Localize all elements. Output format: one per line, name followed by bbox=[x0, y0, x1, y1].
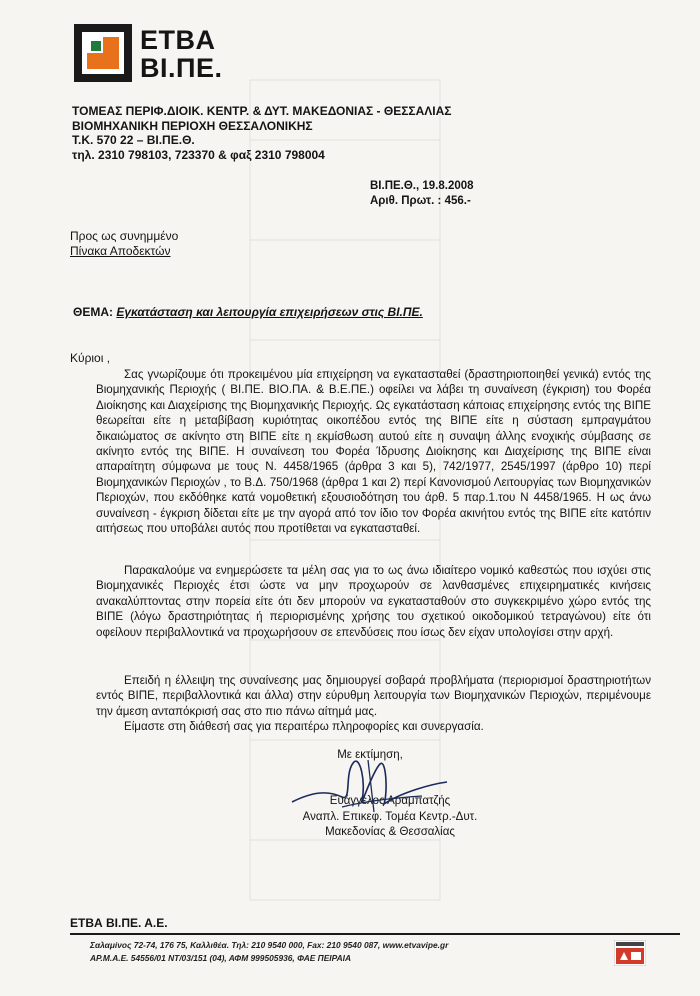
closing-phrase: Με εκτίμηση, bbox=[337, 749, 403, 761]
footer-address-line-1: Σαλαμίνος 72-74, 176 75, Καλλιθέα. Τηλ: 210 9540 000, Fax: 210 9540 087, www.etvavipe.gr bbox=[90, 940, 449, 950]
salutation: Κύριοι , bbox=[70, 351, 111, 365]
reference-block bbox=[370, 179, 474, 209]
recipient-block bbox=[70, 229, 178, 259]
letterhead-area: ΒΙΟΜΗΧΑΝΙΚΗ ΠΕΡΙΟΧΗ ΘΕΣΣΑΛΟΝΙΚΗΣ bbox=[72, 118, 313, 133]
certification-badge-icon bbox=[614, 940, 646, 966]
body-paragraph-3a: Επειδή η έλλειψη της συναίνεσης μας δημιουργεί σοβαρά προβλήματα (περιορισμοί δραστηριοτήτων εντός ΒΙΠΕ, περιβαλλοντικά και άλλα) στην εύρυθμη λειτουργία των Βιομηχανικών Περιοχών, περιμένουμε την άμεση ανταπόκρισή σας στο πιο πάνω αίτημά μας. bbox=[96, 674, 651, 718]
recipient-line-2: Πίνακα Αποδεκτών bbox=[70, 244, 171, 258]
subject-label: ΘΕΜΑ: bbox=[73, 305, 113, 319]
protocol-number: Αριθ. Πρωτ. : 456.- bbox=[370, 195, 471, 207]
body-paragraph-3b: Είμαστε στη διάθεσή σας για περαιτέρω πληροφορίες και συνεργασία. bbox=[124, 720, 484, 734]
signatory-title-2: Μακεδονίας & Θεσσαλίας bbox=[325, 825, 455, 838]
logo-line-1: ΕΤΒΑ bbox=[140, 25, 216, 55]
body-paragraph-3 bbox=[96, 673, 651, 735]
logo-wordmark bbox=[140, 26, 223, 82]
signatory-name: Ευάγγελος Αραμπατζής bbox=[329, 795, 451, 808]
footer-divider bbox=[70, 933, 680, 935]
etva-vipe-logo-icon bbox=[74, 24, 132, 82]
recipient-line-1: Προς ως συνημμένο bbox=[70, 229, 179, 243]
signatory-title-1: Αναπλ. Επικεφ. Τομέα Κεντρ.-Δυτ. bbox=[302, 810, 478, 823]
footer-address-line-2: ΑΡ.Μ.Α.Ε. 54556/01 ΝΤ/03/151 (04), ΑΦΜ 999505936, ΦΑΕ ΠΕΙΡΑΙΑ bbox=[90, 953, 351, 963]
letterhead bbox=[72, 104, 452, 162]
body-paragraph-1: Σας γνωρίζουμε ότι προκειμένου μία επιχείρηση να εγκατασταθεί (δραστηριοποιηθεί γενικά) εντός της Βιομηχανικής Περιοχής ( ΒΙ.ΠΕ. ΒΙΟ.ΠΑ. & Β.Ε.ΠΕ.) οφείλει να λάβει τη συναίνεση (έγκριση) του Φορέα Διοίκησης και Διαχείρισης της Βιομηχανικής Περιοχής. Ως εγκατάσταση κάποιας επιχείρησης εντός της ΒΙΠΕ θεωρείται είτε η μεταβίβαση κυριότητας οικοπέδου εντός της ΒΙΠΕ είτε η σύσταση εμπραγμάτου δικαιώματος σε ακίνητο στη ΒΙΠΕ είτε η εκμίσθωση αυτού είτε η συναψη άλλης ενοχικής σύμβασης σε ακίνητο εντός της ΒΙΠΕ. Η συναίνεση του Φορέα Ίδρυσης Διοίκησης και Διαχείρισης της ΒΙΠΕ είναι απαραίτητη σύμφωνα με τους Ν. 4458/1965 (άρθρα 3 και 5), 742/1977, 2545/1997 (άρθρο 10) περί Βιομηχανικών Περιοχών , το Β.Δ. 750/1968 (άρθρα 1 και 2) περί Κανονισμού Λειτουργίας των Βιομηχανικών Περιοχών, που εκδόθηκε κατά νομοθετική εξουσιοδότηση του άρθ. 5 παρ.1.του Ν 4458/1965. Η ως άνω συναίνεση - έγκριση δίδεται είτε με την αγορά από τον ίδιο τον Φορέα ακινήτου εντός της ΒΙΠΕ είτε κατόπιν αιτήσεως που υποβάλει αυτός που προτίθεται να εγκατασταθεί. bbox=[96, 368, 651, 536]
letterhead-postcode: Τ.Κ. 570 22 – ΒΙ.ΠΕ.Θ. bbox=[72, 133, 195, 147]
body-paragraph-2: Παρακαλούμε να ενημερώσετε τα μέλη σας για το ως άνω ιδιαίτερο νομικό καθεστώς που ισχύει στις Βιομηχανικές Περιοχές έτσι ώστε να μην προχωρούν σε λανθασμένες επιχειρηματικές κινήσεις ανακαλύπτοντας στην πορεία είτε ότι δεν μπορούν να εγκατασταθούν στο συγκεκριμένο χώρο εντός της ΒΙΠΕ (λόγω δραστηριότητας ή περιορισμένης χρήσης του σχετικού οικοδομικού τετραγώνου) είτε ότι οφείλουν περιβαλλοντικά να προχωρήσουν σε επενδύσεις που ίσως δεν είχαν υπολογίσει στην αρχή. bbox=[96, 564, 651, 639]
subject-text: Εγκατάσταση και λειτουργία επιχειρήσεων στις ΒΙ.ΠΕ. bbox=[116, 305, 423, 319]
footer-company: ΕΤΒΑ ΒΙ.ΠΕ. Α.Ε. bbox=[70, 916, 168, 930]
footer-address bbox=[90, 939, 448, 965]
letterhead-department: ΤΟΜΕΑΣ ΠΕΡΙΦ.ΔΙΟΙΚ. ΚΕΝΤΡ. & ΔΥΤ. ΜΑΚΕΔΟΝΙΑΣ - ΘΕΣΣΑΛΙΑΣ bbox=[72, 104, 452, 118]
letterhead-phone: τηλ. 2310 798103, 723370 & φαξ 2310 798004 bbox=[72, 147, 325, 162]
subject-line bbox=[73, 305, 423, 319]
logo-line-2: ΒΙ.ΠΕ. bbox=[140, 53, 223, 83]
place-date: ΒΙ.ΠΕ.Θ., 19.8.2008 bbox=[370, 180, 474, 192]
handwritten-signature bbox=[282, 752, 452, 822]
